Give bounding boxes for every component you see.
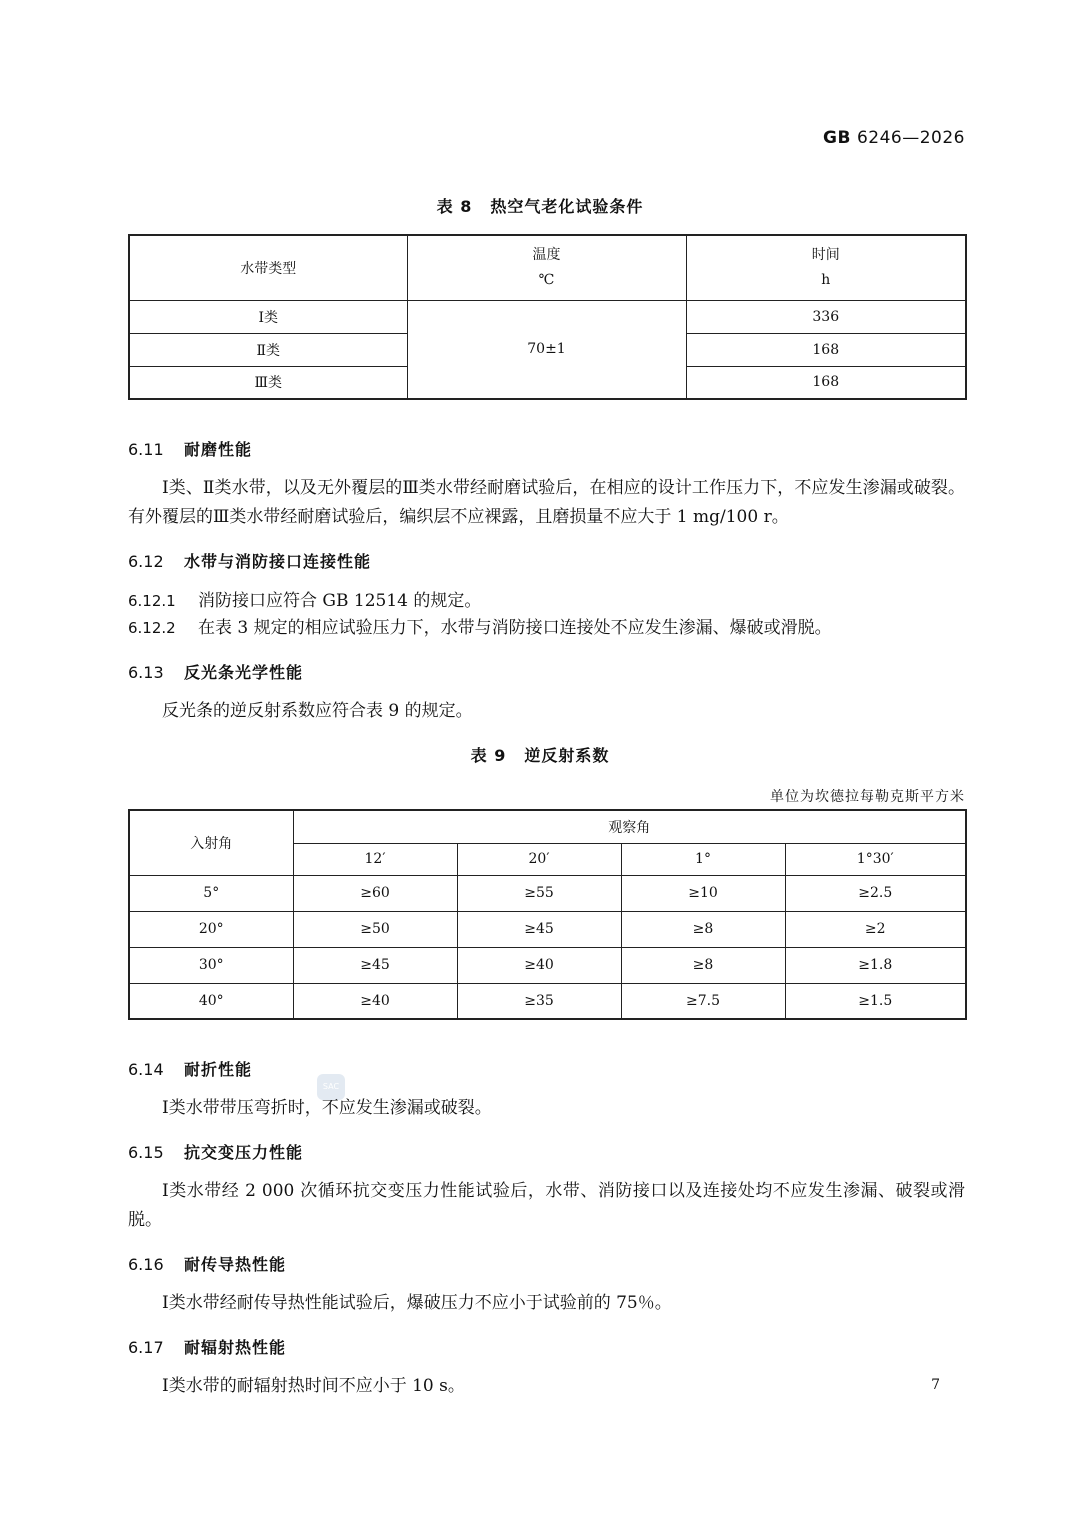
table8-header-time-label: 时间 <box>811 246 840 263</box>
table9-value-cell: ≥35 <box>457 983 621 1019</box>
table8-header-temp-label: 温度 <box>532 246 561 263</box>
table8-caption <box>0 194 1080 217</box>
table8-header-time-unit: h <box>821 271 831 288</box>
section-number: 6.12 <box>128 552 164 571</box>
table9-title: 逆反射系数 <box>524 746 610 765</box>
sac-watermark-logo: SAC <box>317 1074 345 1100</box>
table9-value-cell: ≥60 <box>293 875 457 911</box>
clause-6-12-2 <box>128 616 965 640</box>
table8-header-temp-unit: ℃ <box>538 271 555 288</box>
table8-title: 热空气老化试验条件 <box>490 197 644 216</box>
table-row <box>129 875 966 911</box>
section-6-13-text: 反光条的逆反射系数应符合表 9 的规定。 <box>162 701 473 721</box>
table8-number: 表 8 <box>436 197 473 216</box>
table9-value-cell: ≥1.8 <box>785 947 966 983</box>
table8-header-type: 水带类型 <box>129 235 407 300</box>
table9-value-cell: ≥8 <box>621 911 785 947</box>
section-6-16-text: Ⅰ类水带经耐传导热性能试验后，爆破压力不应小于试验前的 75％。 <box>162 1293 672 1313</box>
table8-header-temp <box>407 235 686 300</box>
page-number: 7 <box>931 1377 940 1393</box>
section-title: 水带与消防接口连接性能 <box>184 552 372 571</box>
section-number: 6.13 <box>128 663 164 682</box>
table8-cell-type: Ⅲ类 <box>129 366 407 399</box>
section-number: 6.17 <box>128 1338 164 1357</box>
clause-number: 6.12.1 <box>128 592 176 610</box>
table9-value-cell: ≥50 <box>293 911 457 947</box>
section-6-17-text: Ⅰ类水带的耐辐射热时间不应小于 10 s。 <box>162 1376 465 1396</box>
table8-cell-type: Ⅰ类 <box>129 300 407 333</box>
section-title: 耐磨性能 <box>184 440 253 459</box>
table9-value-cell: ≥40 <box>293 983 457 1019</box>
section-6-11-text: Ⅰ类、Ⅱ类水带，以及无外覆层的Ⅲ类水带经耐磨试验后，在相应的设计工作压力下，不应发生渗漏或破裂。有外覆层的Ⅲ类水带经耐磨试验后，编织层不应裸露，且磨损量不应大于 1 mg/100 r。 <box>128 478 965 527</box>
table9-value-cell: ≥10 <box>621 875 785 911</box>
section-heading-6-17 <box>128 1335 286 1358</box>
table9-obs-angle: 1° <box>621 843 785 875</box>
table9-value-cell: ≥7.5 <box>621 983 785 1019</box>
table9 <box>128 809 967 1020</box>
table8-cell-time: 168 <box>686 333 966 366</box>
table-row <box>129 983 966 1019</box>
table8-header-time <box>686 235 966 300</box>
standard-code-header <box>823 128 965 148</box>
table9-obs-angle: 1°30′ <box>785 843 966 875</box>
section-heading-6-14 <box>128 1057 252 1080</box>
section-title: 抗交变压力性能 <box>184 1143 304 1162</box>
clause-text: 在表 3 规定的相应试验压力下，水带与消防接口连接处不应发生渗漏、爆破或滑脱。 <box>198 618 832 638</box>
section-number: 6.15 <box>128 1143 164 1162</box>
table9-incidence-cell: 40° <box>129 983 293 1019</box>
section-title: 耐传导热性能 <box>184 1255 287 1274</box>
table9-value-cell: ≥40 <box>457 947 621 983</box>
section-heading-6-15 <box>128 1140 303 1163</box>
table9-incidence-cell: 5° <box>129 875 293 911</box>
table8-cell-type: Ⅱ类 <box>129 333 407 366</box>
section-heading-6-16 <box>128 1252 286 1275</box>
section-title: 耐辐射热性能 <box>184 1338 287 1357</box>
table8-cell-time: 168 <box>686 366 966 399</box>
table-row <box>129 947 966 983</box>
section-number: 6.11 <box>128 440 164 459</box>
section-heading-6-12 <box>128 549 371 572</box>
table9-value-cell: ≥55 <box>457 875 621 911</box>
table-row <box>129 300 966 333</box>
standard-prefix: GB <box>823 128 851 148</box>
table8-cell-temp: 70±1 <box>407 300 686 399</box>
table9-incidence-cell: 30° <box>129 947 293 983</box>
table8-cell-time: 336 <box>686 300 966 333</box>
section-title: 反光条光学性能 <box>184 663 304 682</box>
section-number: 6.14 <box>128 1060 164 1079</box>
table9-header-incidence: 入射角 <box>129 810 293 875</box>
table-row <box>129 911 966 947</box>
section-number: 6.16 <box>128 1255 164 1274</box>
table9-obs-angle: 12′ <box>293 843 457 875</box>
table9-unit-note: 单位为坎德拉每勒克斯平方米 <box>770 789 965 805</box>
table8 <box>128 234 967 400</box>
table9-caption <box>0 743 1080 766</box>
table9-value-cell: ≥2 <box>785 911 966 947</box>
table9-value-cell: ≥45 <box>293 947 457 983</box>
section-6-14-text: Ⅰ类水带带压弯折时，不应发生渗漏或破裂。 <box>162 1098 492 1118</box>
section-6-15-text: Ⅰ类水带经 2 000 次循环抗交变压力性能试验后，水带、消防接口以及连接处均不应发生渗漏、破裂或滑脱。 <box>128 1181 965 1230</box>
table9-value-cell: ≥8 <box>621 947 785 983</box>
table9-incidence-cell: 20° <box>129 911 293 947</box>
table9-header-observation: 观察角 <box>293 810 966 843</box>
section-title: 耐折性能 <box>184 1060 253 1079</box>
table9-value-cell: ≥45 <box>457 911 621 947</box>
clause-number: 6.12.2 <box>128 619 176 637</box>
clause-text: 消防接口应符合 GB 12514 的规定。 <box>198 591 482 611</box>
table9-number: 表 9 <box>470 746 507 765</box>
table9-value-cell: ≥1.5 <box>785 983 966 1019</box>
section-heading-6-11 <box>128 437 252 460</box>
clause-6-12-1 <box>128 589 965 613</box>
table9-obs-angle: 20′ <box>457 843 621 875</box>
standard-number: 6246—2026 <box>856 128 965 148</box>
table9-value-cell: ≥2.5 <box>785 875 966 911</box>
section-heading-6-13 <box>128 660 303 683</box>
